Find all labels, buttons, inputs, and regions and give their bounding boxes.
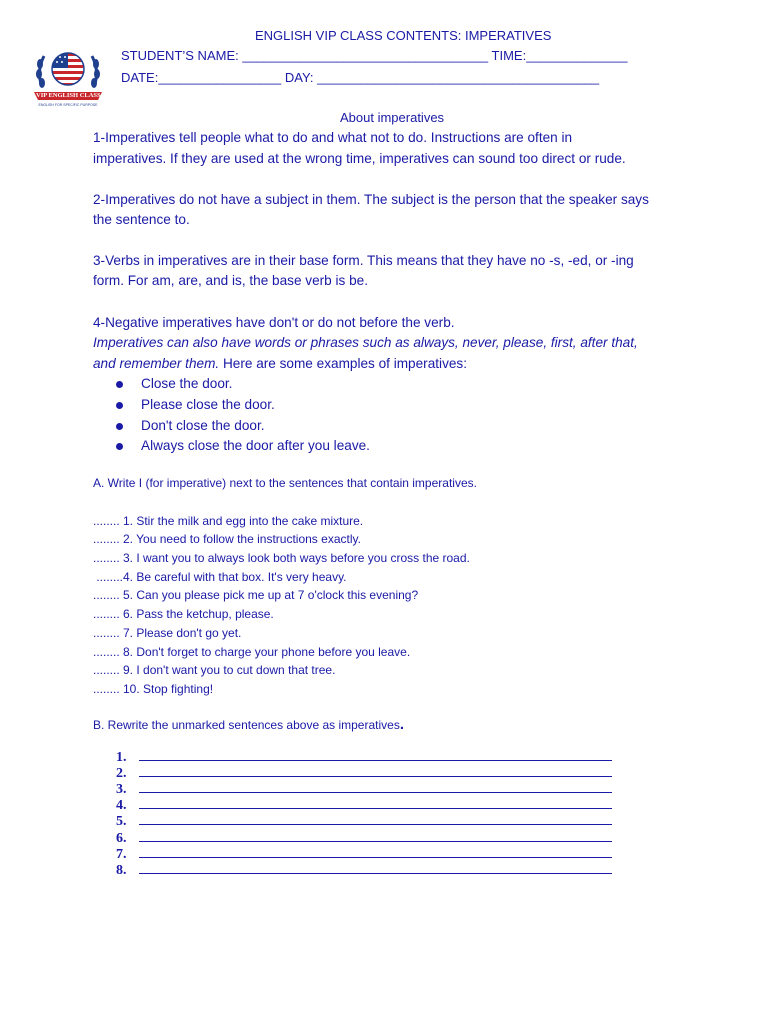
exercise-a-item[interactable]: ........ 7. Please don't go yet. xyxy=(93,626,242,640)
exercise-a-instruction: A. Write I (for imperative) next to the sentences that contain imperatives. xyxy=(93,476,477,490)
answer-number: 7. xyxy=(116,847,127,862)
about-heading: About imperatives xyxy=(340,110,445,125)
rule-4-line-3 xyxy=(93,356,467,371)
exercise-b-instruction xyxy=(93,716,404,733)
student-name-field[interactable]: __________________________________ xyxy=(242,48,489,63)
answer-blank[interactable] xyxy=(139,796,612,809)
answer-line[interactable] xyxy=(116,780,616,796)
rule-4-line-3-rest: Here are some examples of imperatives: xyxy=(219,356,467,371)
exercise-b-instruction-period: . xyxy=(399,716,404,733)
answer-line[interactable] xyxy=(116,829,616,845)
example-item xyxy=(116,397,275,412)
logo-text: VIP ENGLISH CLASS xyxy=(36,92,101,99)
student-name-label: STUDENT’S NAME: xyxy=(121,48,243,63)
exercise-a-item[interactable]: ........ 2. You need to follow the instructions exactly. xyxy=(93,532,361,546)
date-row xyxy=(121,70,599,85)
rule-4-line-3-italic: and remember them. xyxy=(93,356,220,371)
example-text: Close the door. xyxy=(141,376,233,391)
example-item xyxy=(116,376,232,391)
date-label: DATE: xyxy=(121,70,159,85)
exercise-a-item[interactable]: ........ 1. Stir the milk and egg into the cake mixture. xyxy=(93,514,364,528)
exercise-a-item[interactable]: ........ 8. Don't forget to charge your phone before you leave. xyxy=(93,645,411,659)
bullet-icon xyxy=(116,423,123,430)
time-label: TIME: xyxy=(488,48,527,63)
vip-english-logo xyxy=(30,42,106,112)
rule-4-line-1: 4-Negative imperatives have don't or do not before the verb. xyxy=(93,315,455,330)
logo-subtext: ENGLISH FOR SPECIFIC PURPOSE xyxy=(38,103,98,107)
answer-line[interactable] xyxy=(116,796,616,812)
exercise-b-instruction-text: B. Rewrite the unmarked sentences above as imperatives xyxy=(93,718,400,732)
example-text: Don't close the door. xyxy=(141,418,265,433)
answer-blank[interactable] xyxy=(139,829,612,842)
bullet-icon xyxy=(116,402,123,409)
example-item xyxy=(116,418,265,433)
answer-blank[interactable] xyxy=(139,748,612,761)
bullet-icon xyxy=(116,443,123,450)
exercise-a-item[interactable]: ........4. Be careful with that box. It's very heavy. xyxy=(93,570,347,584)
rule-1-line-1: 1-Imperatives tell people what to do and what not to do. Instructions are often in xyxy=(93,130,573,145)
answer-line[interactable] xyxy=(116,812,616,828)
rule-3-line-2: form. For am, are, and is, the base verb is be. xyxy=(93,273,369,288)
answer-line[interactable] xyxy=(116,764,616,780)
answer-blank[interactable] xyxy=(139,780,612,793)
bullet-icon xyxy=(116,381,123,388)
rule-3-line-1: 3-Verbs in imperatives are in their base form. This means that they have no -s, -ed, or -ing xyxy=(93,253,634,268)
rule-2-line-1: 2-Imperatives do not have a subject in them. The subject is the person that the speaker says xyxy=(93,192,649,207)
worksheet-title: ENGLISH VIP CLASS CONTENTS: IMPERATIVES xyxy=(255,28,552,43)
rule-4-line-2: Imperatives can also have words or phrases such as always, never, please, first, after that, xyxy=(93,335,638,350)
answer-blank[interactable] xyxy=(139,764,612,777)
answer-number: 1. xyxy=(116,750,127,765)
answer-number: 8. xyxy=(116,863,127,878)
answer-number: 4. xyxy=(116,798,127,813)
date-field[interactable]: _________________ xyxy=(158,70,282,85)
exercise-a-item[interactable]: ........ 6. Pass the ketchup, please. xyxy=(93,607,274,621)
day-label: DAY: xyxy=(281,70,318,85)
exercise-a-item[interactable]: ........ 3. I want you to always look both ways before you cross the road. xyxy=(93,551,470,565)
exercise-a-item[interactable]: ........ 5. Can you please pick me up at 7 o'clock this evening? xyxy=(93,588,419,602)
answer-number: 6. xyxy=(116,831,127,846)
rule-2-line-2: the sentence to. xyxy=(93,212,190,227)
answer-line[interactable] xyxy=(116,748,616,764)
student-name-row xyxy=(121,48,627,63)
example-item xyxy=(116,438,370,453)
day-field[interactable]: _______________________________________ xyxy=(317,70,600,85)
example-text: Please close the door. xyxy=(141,397,275,412)
time-field[interactable]: ______________ xyxy=(526,48,628,63)
rule-1-line-2: imperatives. If they are used at the wrong time, imperatives can sound too direct or rude. xyxy=(93,151,626,166)
exercise-a-item[interactable]: ........ 9. I don't want you to cut down that tree. xyxy=(93,663,336,677)
answer-number: 2. xyxy=(116,766,127,781)
answer-line[interactable] xyxy=(116,845,616,861)
answer-blank[interactable] xyxy=(139,861,612,874)
answer-line[interactable] xyxy=(116,861,616,877)
answer-blank[interactable] xyxy=(139,845,612,858)
answer-blank[interactable] xyxy=(139,812,612,825)
answer-number: 5. xyxy=(116,814,127,829)
exercise-a-item[interactable]: ........ 10. Stop fighting! xyxy=(93,682,214,696)
answer-number: 3. xyxy=(116,782,127,797)
example-text: Always close the door after you leave. xyxy=(141,438,370,453)
